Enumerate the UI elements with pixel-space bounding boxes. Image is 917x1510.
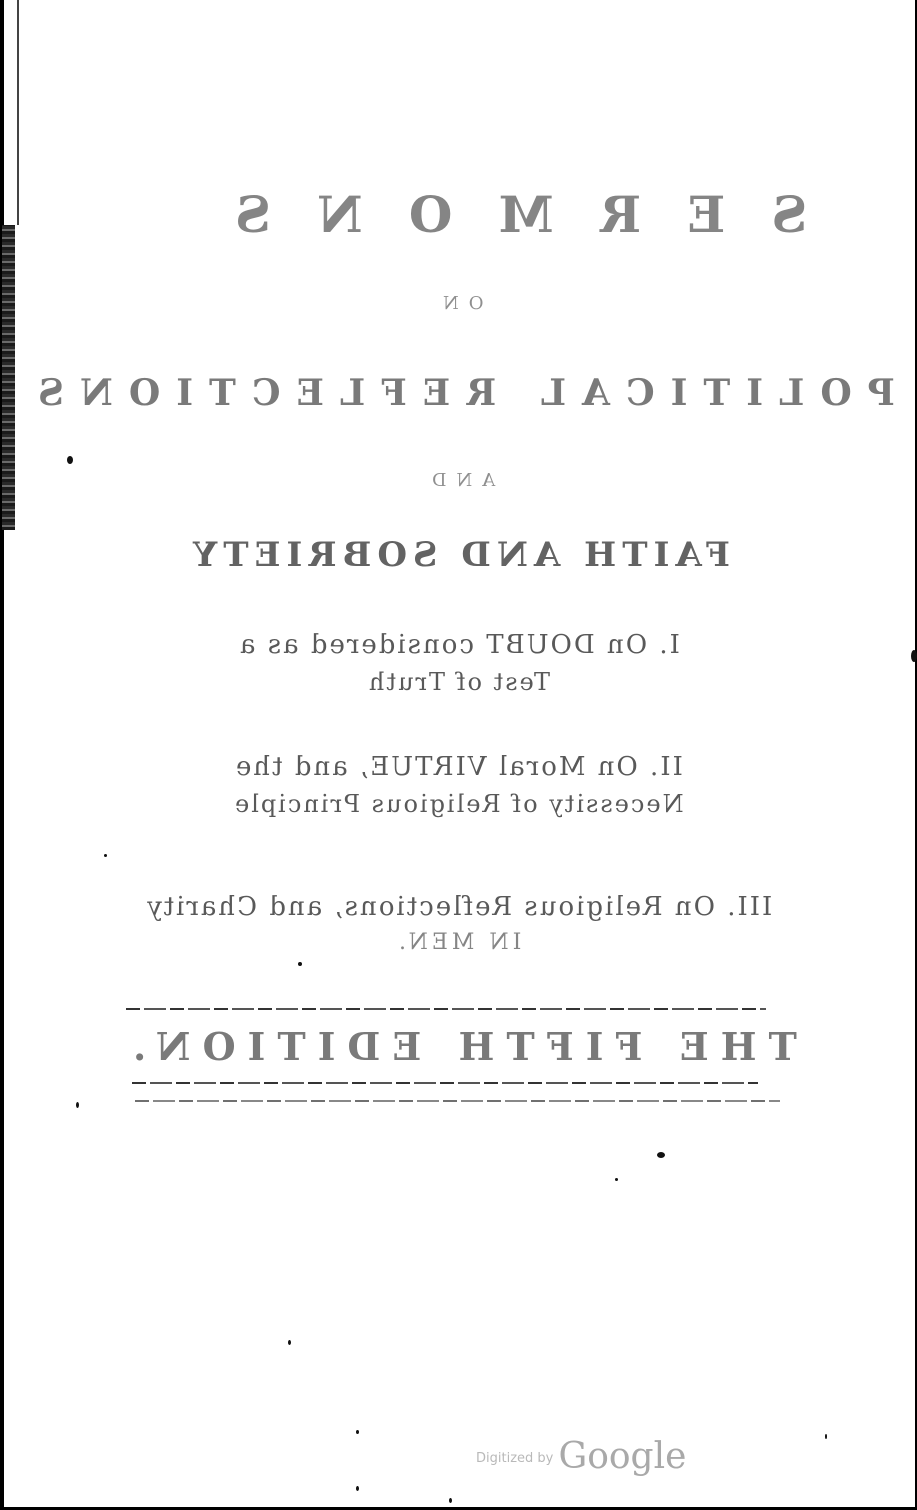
ink-speck	[657, 1152, 665, 1158]
part-1-text-1: I. On DOUBT considered as a	[237, 630, 680, 660]
bottom-rule	[132, 1082, 758, 1084]
google-logo: Google	[558, 1436, 687, 1477]
watermark-prefix: Digitized by	[476, 1451, 554, 1466]
ink-speck	[356, 1486, 359, 1491]
connector-text-1: ON	[433, 293, 484, 314]
part-2-line-2	[0, 790, 917, 818]
subject-text-2: FAITH AND SOBRIETY	[186, 535, 731, 575]
part-2-text-1: II. On Moral VIRTUE, and the	[234, 752, 683, 782]
subject-text-1: POLITICAL REFLECTIONS	[22, 372, 895, 414]
ink-speck	[288, 1340, 291, 1345]
connector-line-2	[0, 470, 917, 491]
edition-line	[0, 1024, 917, 1069]
bottom-rule-secondary	[135, 1100, 780, 1102]
edition-text: THE FIFTH EDITION.	[120, 1024, 797, 1069]
part-2-line-1	[0, 752, 917, 782]
ink-speck	[76, 1102, 79, 1108]
part-1-line-1	[0, 630, 917, 660]
part-3-line-1	[0, 892, 917, 922]
ink-speck	[298, 962, 302, 966]
part-1-text-2: Test of Truth	[367, 668, 550, 696]
part-3-text-1: III. On Religious Reflections, and Charity	[144, 892, 773, 922]
part-2-text-2: Necessity of Religious Principle	[233, 790, 684, 818]
ink-speck	[615, 1178, 618, 1181]
title-text: SERMONS	[189, 185, 808, 244]
subject-line-1	[0, 372, 917, 414]
ink-speck	[911, 650, 917, 662]
part-3-line-2	[0, 930, 917, 955]
top-rule	[126, 1008, 766, 1010]
digitized-by-google-watermark	[476, 1436, 686, 1477]
ink-speck	[825, 1434, 827, 1439]
subject-line-2	[0, 535, 917, 575]
ink-speck	[356, 1430, 359, 1434]
connector-line-1	[0, 293, 917, 314]
part-1-line-2	[0, 668, 917, 696]
connector-text-2: AND	[421, 470, 496, 491]
title-line	[0, 185, 917, 244]
part-3-text-2: IN MEN.	[395, 930, 522, 955]
ink-speck	[67, 456, 73, 464]
ink-speck	[104, 854, 107, 857]
ink-speck	[449, 1498, 452, 1503]
